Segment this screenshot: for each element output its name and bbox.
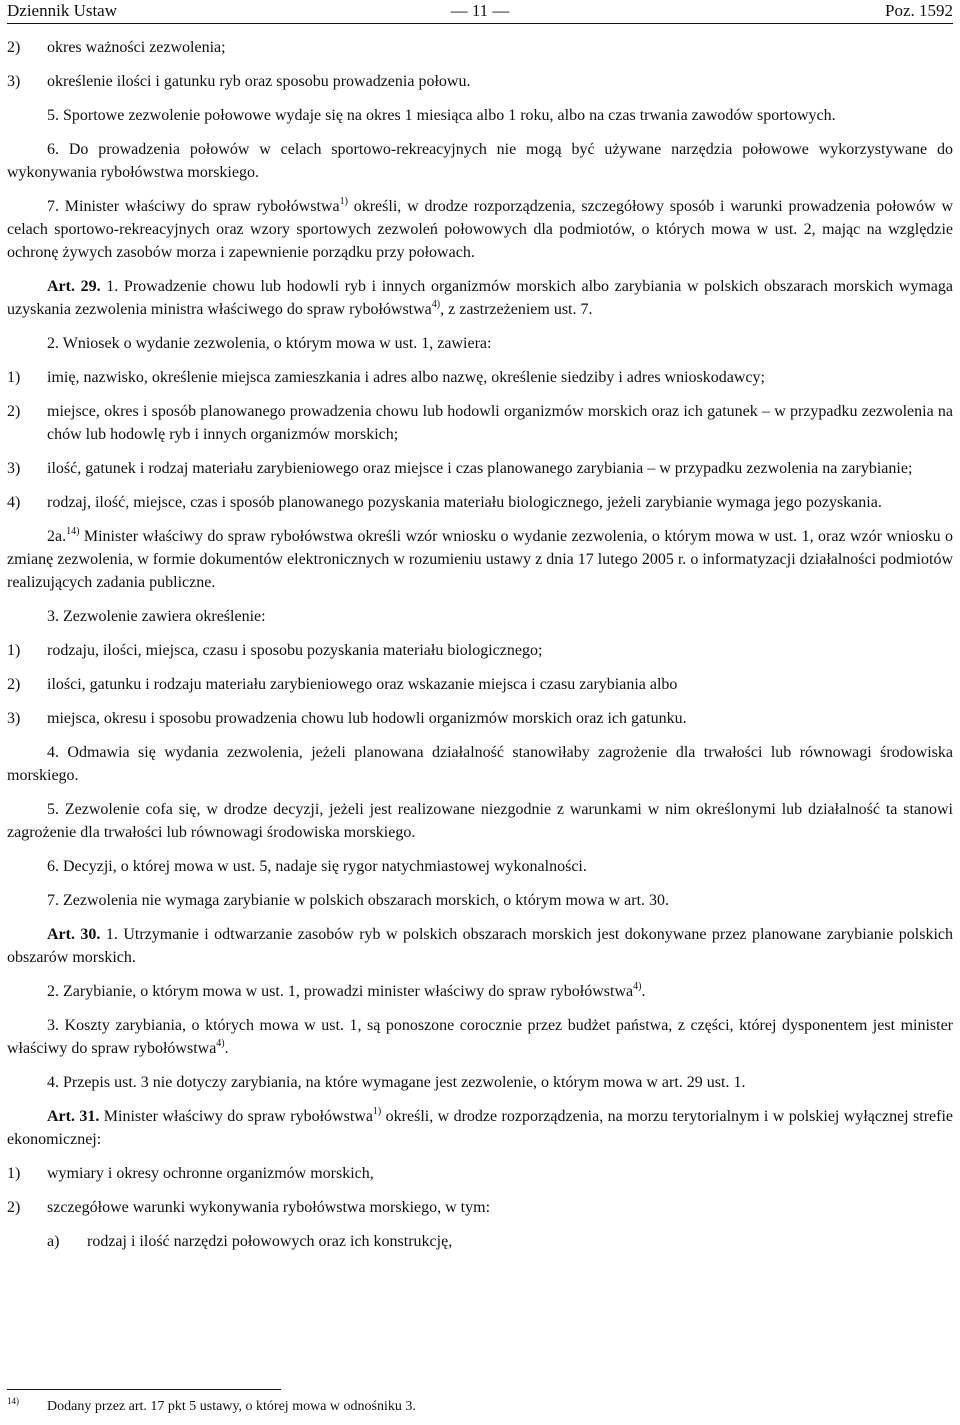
list-text: miejsca, okresu i sposobu prowadzenia chowu lub hodowli organizmów morskich oraz ich gatunku. <box>47 710 687 727</box>
text-run: Minister właściwy do spraw rybołówstwa <box>99 1108 373 1125</box>
list-item <box>7 457 953 480</box>
article-29-paragraph-2a <box>7 525 953 594</box>
document-page <box>7 0 953 1425</box>
list-number: 1) <box>7 1165 21 1182</box>
article-31 <box>7 1105 953 1151</box>
text-run: , z zastrzeżeniem ust. 7. <box>440 301 593 318</box>
paragraph-5: 5. Sportowe zezwolenie połowowe wydaje się na okres 1 miesiąca albo 1 roku, albo na czas trwania zawodów sportowych. <box>47 107 836 124</box>
list-item <box>7 491 953 514</box>
list-item <box>7 707 953 730</box>
list-text: szczegółowe warunki wykonywania rybołówstwa morskiego, w tym: <box>47 1199 491 1216</box>
article-30-paragraph-1 <box>7 923 953 969</box>
article-29-paragraph-7: 7. Zezwolenia nie wymaga zarybianie w polskich obszarach morskich, o którym mowa w art. 30. <box>47 892 670 909</box>
list-number: 4) <box>7 494 21 511</box>
list-text: miejsce, okres i sposób planowanego prowadzenia chowu lub hodowli organizmów morskich oraz ich gatunek – w przypadku zezwolenia na chów lub hodowlę ryb i innych organizmów morskich; <box>47 403 953 443</box>
list-number: 1) <box>7 642 21 659</box>
list-item <box>7 1196 953 1219</box>
footnote-ref: 1) <box>339 196 348 207</box>
text-run: określi, w drodze rozporządzenia, szczegółowy sposób i warunki prowadzenia połowów w celach sportowo-rekreacyjnych oraz wzory sportowych zezwoleń połowowych dla podmiotów, o których mowa w ust. 2, mając na względzie ochronę żywych zasobów morza i zapewnienie porządku przy połowach. <box>7 198 953 261</box>
list-number: 2) <box>7 403 21 420</box>
article-label: Art. 29. <box>47 278 101 295</box>
list-item <box>7 70 953 93</box>
text-run: 2a. <box>47 528 67 545</box>
sub-list-letter: a) <box>47 1233 60 1250</box>
list-text: okres ważności zezwolenia; <box>47 39 226 56</box>
page-number: — 11 — <box>450 1 510 20</box>
document-body <box>7 24 953 1253</box>
list-number: 2) <box>7 1199 21 1216</box>
text-run: Minister właściwy do spraw rybołówstwa określi wzór wniosku o wydanie zezwolenia, o którym mowa w ust. 1, oraz wzór wniosku o zmianę zezwolenia, w formie dokumentów elektronicznych w rozumieniu ustawy z dnia 17 lutego 2005 r. o informatyzacji działalności podmiotów realizujących zadania publiczne. <box>7 528 953 591</box>
paragraph-7 <box>7 195 953 264</box>
article-30-paragraph-2 <box>7 980 953 1003</box>
list-item <box>7 36 953 59</box>
list-text: ilość, gatunek i rodzaj materiału zarybieniowego oraz miejsce i czas planowanego zarybiania – w przypadku zezwolenia na zarybianie; <box>47 460 913 477</box>
list-text: określenie ilości i gatunku ryb oraz sposobu prowadzenia połowu. <box>47 73 471 90</box>
text-run: 3. Koszty zarybiania, o których mowa w ust. 1, są ponoszone corocznie przez budżet państwa, z części, której dysponentem jest minister właściwy do spraw rybołówstwa <box>7 1017 953 1057</box>
article-29-paragraph-6: 6. Decyzji, o której mowa w ust. 5, nadaje się rygor natychmiastowej wykonalności. <box>47 858 587 875</box>
page-header <box>7 0 953 24</box>
sub-list-text: rodzaj i ilość narzędzi połowowych oraz ich konstrukcję, <box>87 1233 453 1250</box>
footnote <box>7 1397 907 1417</box>
list-item <box>7 366 953 389</box>
paragraph-6: 6. Do prowadzenia połowów w celach sportowo-rekreacyjnych nie mogą być używane narzędzia połowowe wykorzystywane do wykonywania rybołówstwa morskiego. <box>7 141 953 181</box>
journal-title: Dziennik Ustaw <box>7 1 118 20</box>
footnote-ref: 4) <box>216 1038 225 1049</box>
list-text: rodzaj, ilość, miejsce, czas i sposób planowanego pozyskania materiału biologicznego, jeżeli zarybianie wymaga jego pozyskania. <box>47 494 882 511</box>
article-30-paragraph-4: 4. Przepis ust. 3 nie dotyczy zarybiania, na które wymagane jest zezwolenie, o którym mowa w art. 29 ust. 1. <box>47 1074 746 1091</box>
footnote-ref: 4) <box>431 299 441 310</box>
list-item <box>7 639 953 662</box>
list-text: wymiary i okresy ochronne organizmów morskich, <box>47 1165 374 1182</box>
list-text: ilości, gatunku i rodzaju materiału zarybieniowego oraz wskazanie miejsca i czasu zarybiania albo <box>47 676 678 693</box>
text-run: 7. Minister właściwy do spraw rybołówstwa <box>47 198 340 215</box>
sub-list-item <box>7 1230 953 1253</box>
list-number: 3) <box>7 73 21 90</box>
text-run: 1. Utrzymanie i odtwarzanie zasobów ryb w polskich obszarach morskich jest dokonywane przez planowane zarybianie polskich obszarów morskich. <box>7 926 954 966</box>
footnote-number <box>7 1397 47 1417</box>
footnote-ref: 1) <box>372 1106 382 1117</box>
footnote-ref: 14) <box>66 526 80 537</box>
list-item <box>7 673 953 696</box>
article-29-paragraph-4: 4. Odmawia się wydania zezwolenia, jeżeli planowana działalność stanowiłaby zagrożenie dla trwałości lub równowagi środowiska morskiego. <box>7 744 953 784</box>
article-29-paragraph-3: 3. Zezwolenie zawiera określenie: <box>47 608 266 625</box>
list-number: 3) <box>7 710 21 727</box>
list-number: 3) <box>7 460 21 477</box>
position-number: Poz. 1592 <box>885 1 953 20</box>
list-text: imię, nazwisko, określenie miejsca zamieszkania i adres albo nazwę, określenie siedziby i adres wnioskodawcy; <box>47 369 765 386</box>
article-30-paragraph-3 <box>7 1014 953 1060</box>
article-label: Art. 30. <box>47 926 101 943</box>
text-run: . <box>641 983 646 1000</box>
list-item <box>7 1162 953 1185</box>
list-number: 1) <box>7 369 21 386</box>
footnote-separator <box>7 1389 281 1390</box>
list-item <box>7 400 953 446</box>
footnote-ref: 4) <box>633 981 642 992</box>
list-number: 2) <box>7 676 21 693</box>
text-run: 1. Prowadzenie chowu lub hodowli ryb i innych organizmów morskich albo zarybiania w polskich obszarach morskich wymaga uzyskania zezwolenia ministra właściwego do spraw rybołówstwa <box>7 278 954 318</box>
article-29-paragraph-1 <box>7 275 953 321</box>
footnote-text: Dodany przez art. 17 pkt 5 ustawy, o której mowa w odnośniku 3. <box>47 1399 416 1414</box>
article-29-paragraph-5: 5. Zezwolenie cofa się, w drodze decyzji, jeżeli jest realizowane niezgodnie z warunkami w nim określonymi lub działalność ta stanowi zagrożenie dla trwałości lub równowagi środowiska morskiego. <box>7 801 953 841</box>
article-29-paragraph-2: 2. Wniosek o wydanie zezwolenia, o którym mowa w ust. 1, zawiera: <box>47 335 492 352</box>
article-label: Art. 31. <box>47 1108 100 1125</box>
text-run: określi, w drodze rozporządzenia, na morzu terytorialnym i w polskiej wyłącznej strefie ekonomicznej: <box>7 1108 953 1148</box>
list-number: 2) <box>7 39 21 56</box>
footnote-marker: 14) <box>7 1396 19 1406</box>
text-run: 2. Zarybianie, o którym mowa w ust. 1, prowadzi minister właściwy do spraw rybołówstwa <box>47 983 634 1000</box>
list-text: rodzaju, ilości, miejsca, czasu i sposobu pozyskania materiału biologicznego; <box>47 642 543 659</box>
text-run: . <box>224 1040 229 1057</box>
